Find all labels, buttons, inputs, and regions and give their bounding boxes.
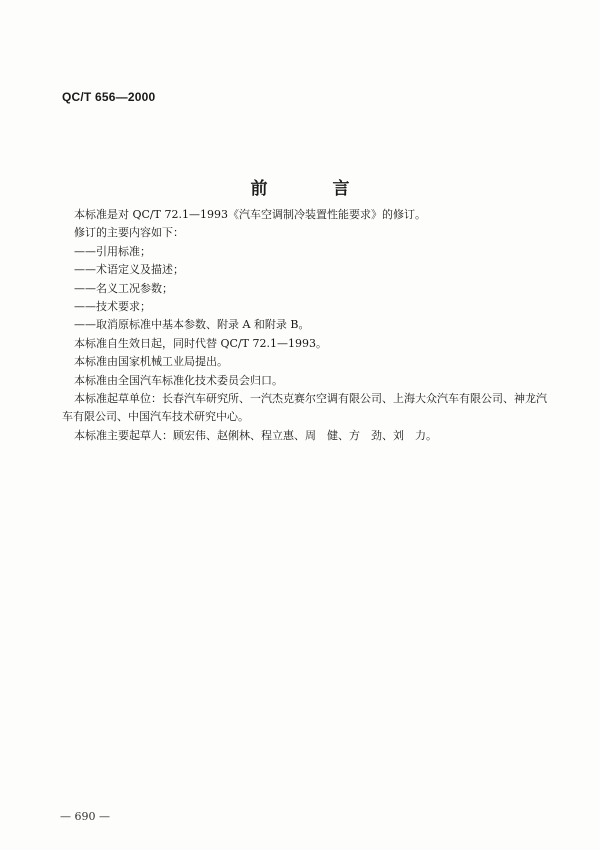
body-line: 本标准起草单位：长春汽车研究所、一汽杰克赛尔空调有限公司、上海大众汽车有限公司、神龙汽 [74,392,547,406]
page-title: 前 言 [250,179,374,199]
body-line: ——取消原标准中基本参数、附录 A 和附录 B。 [74,318,310,332]
body-line: 本标准由国家机械工业局提出。 [74,355,228,369]
body-line: 本标准由全国汽车标准化技术委员会归口。 [74,373,283,387]
foreword-body [62,206,547,445]
body-line: 修订的主要内容如下： [74,226,184,240]
body-line: ——术语定义及描述； [74,263,184,277]
body-line: 本标准自生效日起，同时代替 QC/T 72.1—1993。 [74,336,327,350]
body-line: ——名义工况参数； [74,281,173,295]
body-line: ——引用标准； [74,244,151,258]
body-line: ——技术要求； [74,300,151,314]
body-line: 本标准主要起草人：顾宏伟、赵俐林、程立惠、周 健、方 劲、刘 力。 [74,428,437,442]
body-line: 本标准是对 QC/T 72.1—1993《汽车空调制冷装置性能要求》的修订。 [74,208,426,221]
standard-code: QC/T 656—2000 [62,90,156,104]
body-line: 车有限公司、中国汽车技术研究中心。 [62,410,249,424]
page-number: — 690 — [60,810,110,823]
